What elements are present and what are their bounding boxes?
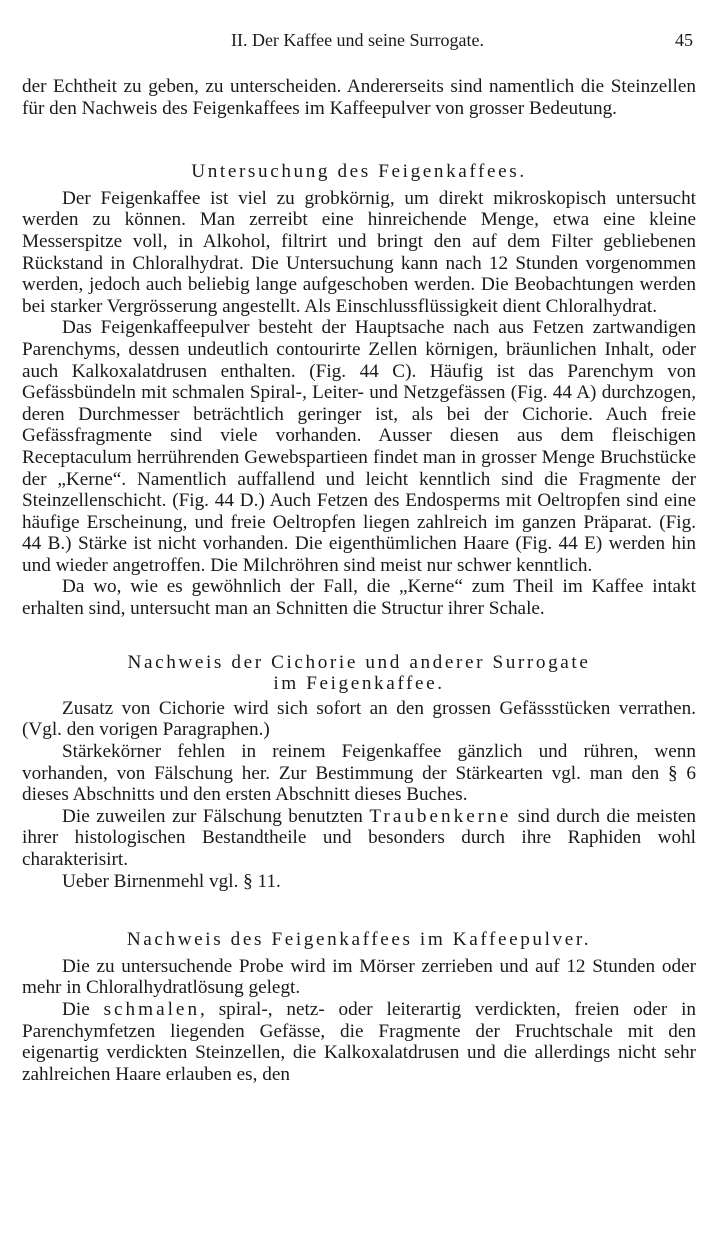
section-heading-cichorie: [22, 652, 696, 695]
text-run: Die zuweilen zur Fälschung benutzten: [62, 805, 363, 827]
text-run: Die: [62, 998, 90, 1020]
running-header: [22, 30, 693, 54]
paragraph: Zusatz von Cichorie wird sich sofort an den grossen Gefässstücken verrathen. (Vgl. den vorigen Paragraphen.): [22, 697, 696, 741]
page-body: [22, 76, 696, 1085]
intro-paragraph: der Echtheit zu geben, zu unterscheiden. Andererseits sind namentlich die Steinzellen für den Nachweis des Feigenkaffees im Kaffeepulver von grosser Bedeutung.: [22, 76, 696, 119]
running-title: II. Der Kaffee und seine Surrogate.: [230, 30, 485, 50]
paragraph: [22, 999, 696, 1085]
heading-line: im Feigenkaffee.: [273, 673, 445, 695]
spaced-term: schmalen: [103, 998, 201, 1020]
paragraph: [22, 806, 696, 871]
text-run: sind durch die meisten ihrer histologischen Bestandtheile und besonders durch ihre Raphiden wohl charakterisirt.: [22, 805, 697, 870]
paragraph: Das Feigenkaffeepulver besteht der Hauptsache nach aus Fetzen zartwandigen Parenchyms, dessen undeutlich contourirte Zellen körnigen, bräunlichen Inhalt, oder auch Kalkoxalatdrusen enthalten. (Fig. 44 C). Häufig ist das Parenchym von Gefässbündeln mit schmalen Spiral-, Leiter- und Netzgefässen (Fig. 44 A) durchzogen, deren Durchmesser beträchtlich geringer ist, als bei der Cichorie. Auch freie Gefässfragmente sind viele vorhanden. Ausser diesen aus dem fleischigen Receptaculum herrührenden Gewebspartieen findet man in grosser Menge Bruchstücke der „Kerne“. Namentlich auffallend und leicht kenntlich sind die Fragmente der Steinzellenschicht. (Fig. 44 D.) Auch Fetzen des Endosperms mit Oeltropfen sind eine häufige Erscheinung, und freie Oeltropfen liegen zahlreich im ganzen Präparat. (Fig. 44 B.) Stärke ist nicht vorhanden. Die eigenthümlichen Haare (Fig. 44 E) werden hin und wieder angetroffen. Die Milchröhren sind meist nur schwer kenntlich.: [22, 317, 696, 576]
section-heading-untersuchung: Untersuchung des Feigenkaffees.: [191, 161, 527, 183]
spaced-term: Traubenkerne: [369, 805, 512, 827]
paragraph: Ueber Birnenmehl vgl. § 11.: [62, 870, 281, 892]
page-number: 45: [675, 30, 693, 50]
paragraph: Da wo, wie es gewöhnlich der Fall, die „Kerne“ zum Theil im Kaffee intakt erhalten sind, untersucht man an Schnitten die Structur ihrer Schale.: [22, 576, 696, 620]
section-heading-nachweis: Nachweis des Feigenkaffees im Kaffeepulver.: [126, 929, 592, 951]
paragraph: Die zu untersuchende Probe wird im Mörser zerrieben und auf 12 Stunden oder mehr in Chloralhydratlösung gelegt.: [22, 955, 696, 999]
heading-line: Nachweis der Cichorie und anderer Surrogate: [127, 651, 591, 673]
text-run: , spiral-, netz- oder leiterartig verdickten, freien oder in Parenchymfetzen liegenden Gefässe, die Fragmente der Fruchtschale mit den eigenartig verdickten Steinzellen, die Kalkoxalatdrusen und die allerdings nicht sehr zahlreichen Haare erlauben es, den: [22, 998, 697, 1085]
paragraph: Stärkekörner fehlen in reinem Feigenkaffee gänzlich und rühren, wenn vorhanden, von Fälschung her. Zur Bestimmung der Stärkearten vgl. man den § 6 dieses Abschnitts und den ersten Abschnitt dieses Buches.: [22, 741, 696, 806]
paragraph: Der Feigenkaffee ist viel zu grobkörnig, um direkt mikroskopisch untersucht werden zu können. Man zerreibt eine hinreichende Menge, etwa eine kleine Messerspitze voll, in Alkohol, filtrirt und bringt den auf dem Filter gebliebenen Rückstand in Chloralhydrat. Die Untersuchung kann nach 12 Stunden vorgenommen werden, jedoch auch beliebig lange aufgeschoben werden. Die Beobachtungen werden bei starker Vergrösserung angestellt. Als Einschlussflüssigkeit dient Chloralhydrat.: [22, 187, 696, 317]
